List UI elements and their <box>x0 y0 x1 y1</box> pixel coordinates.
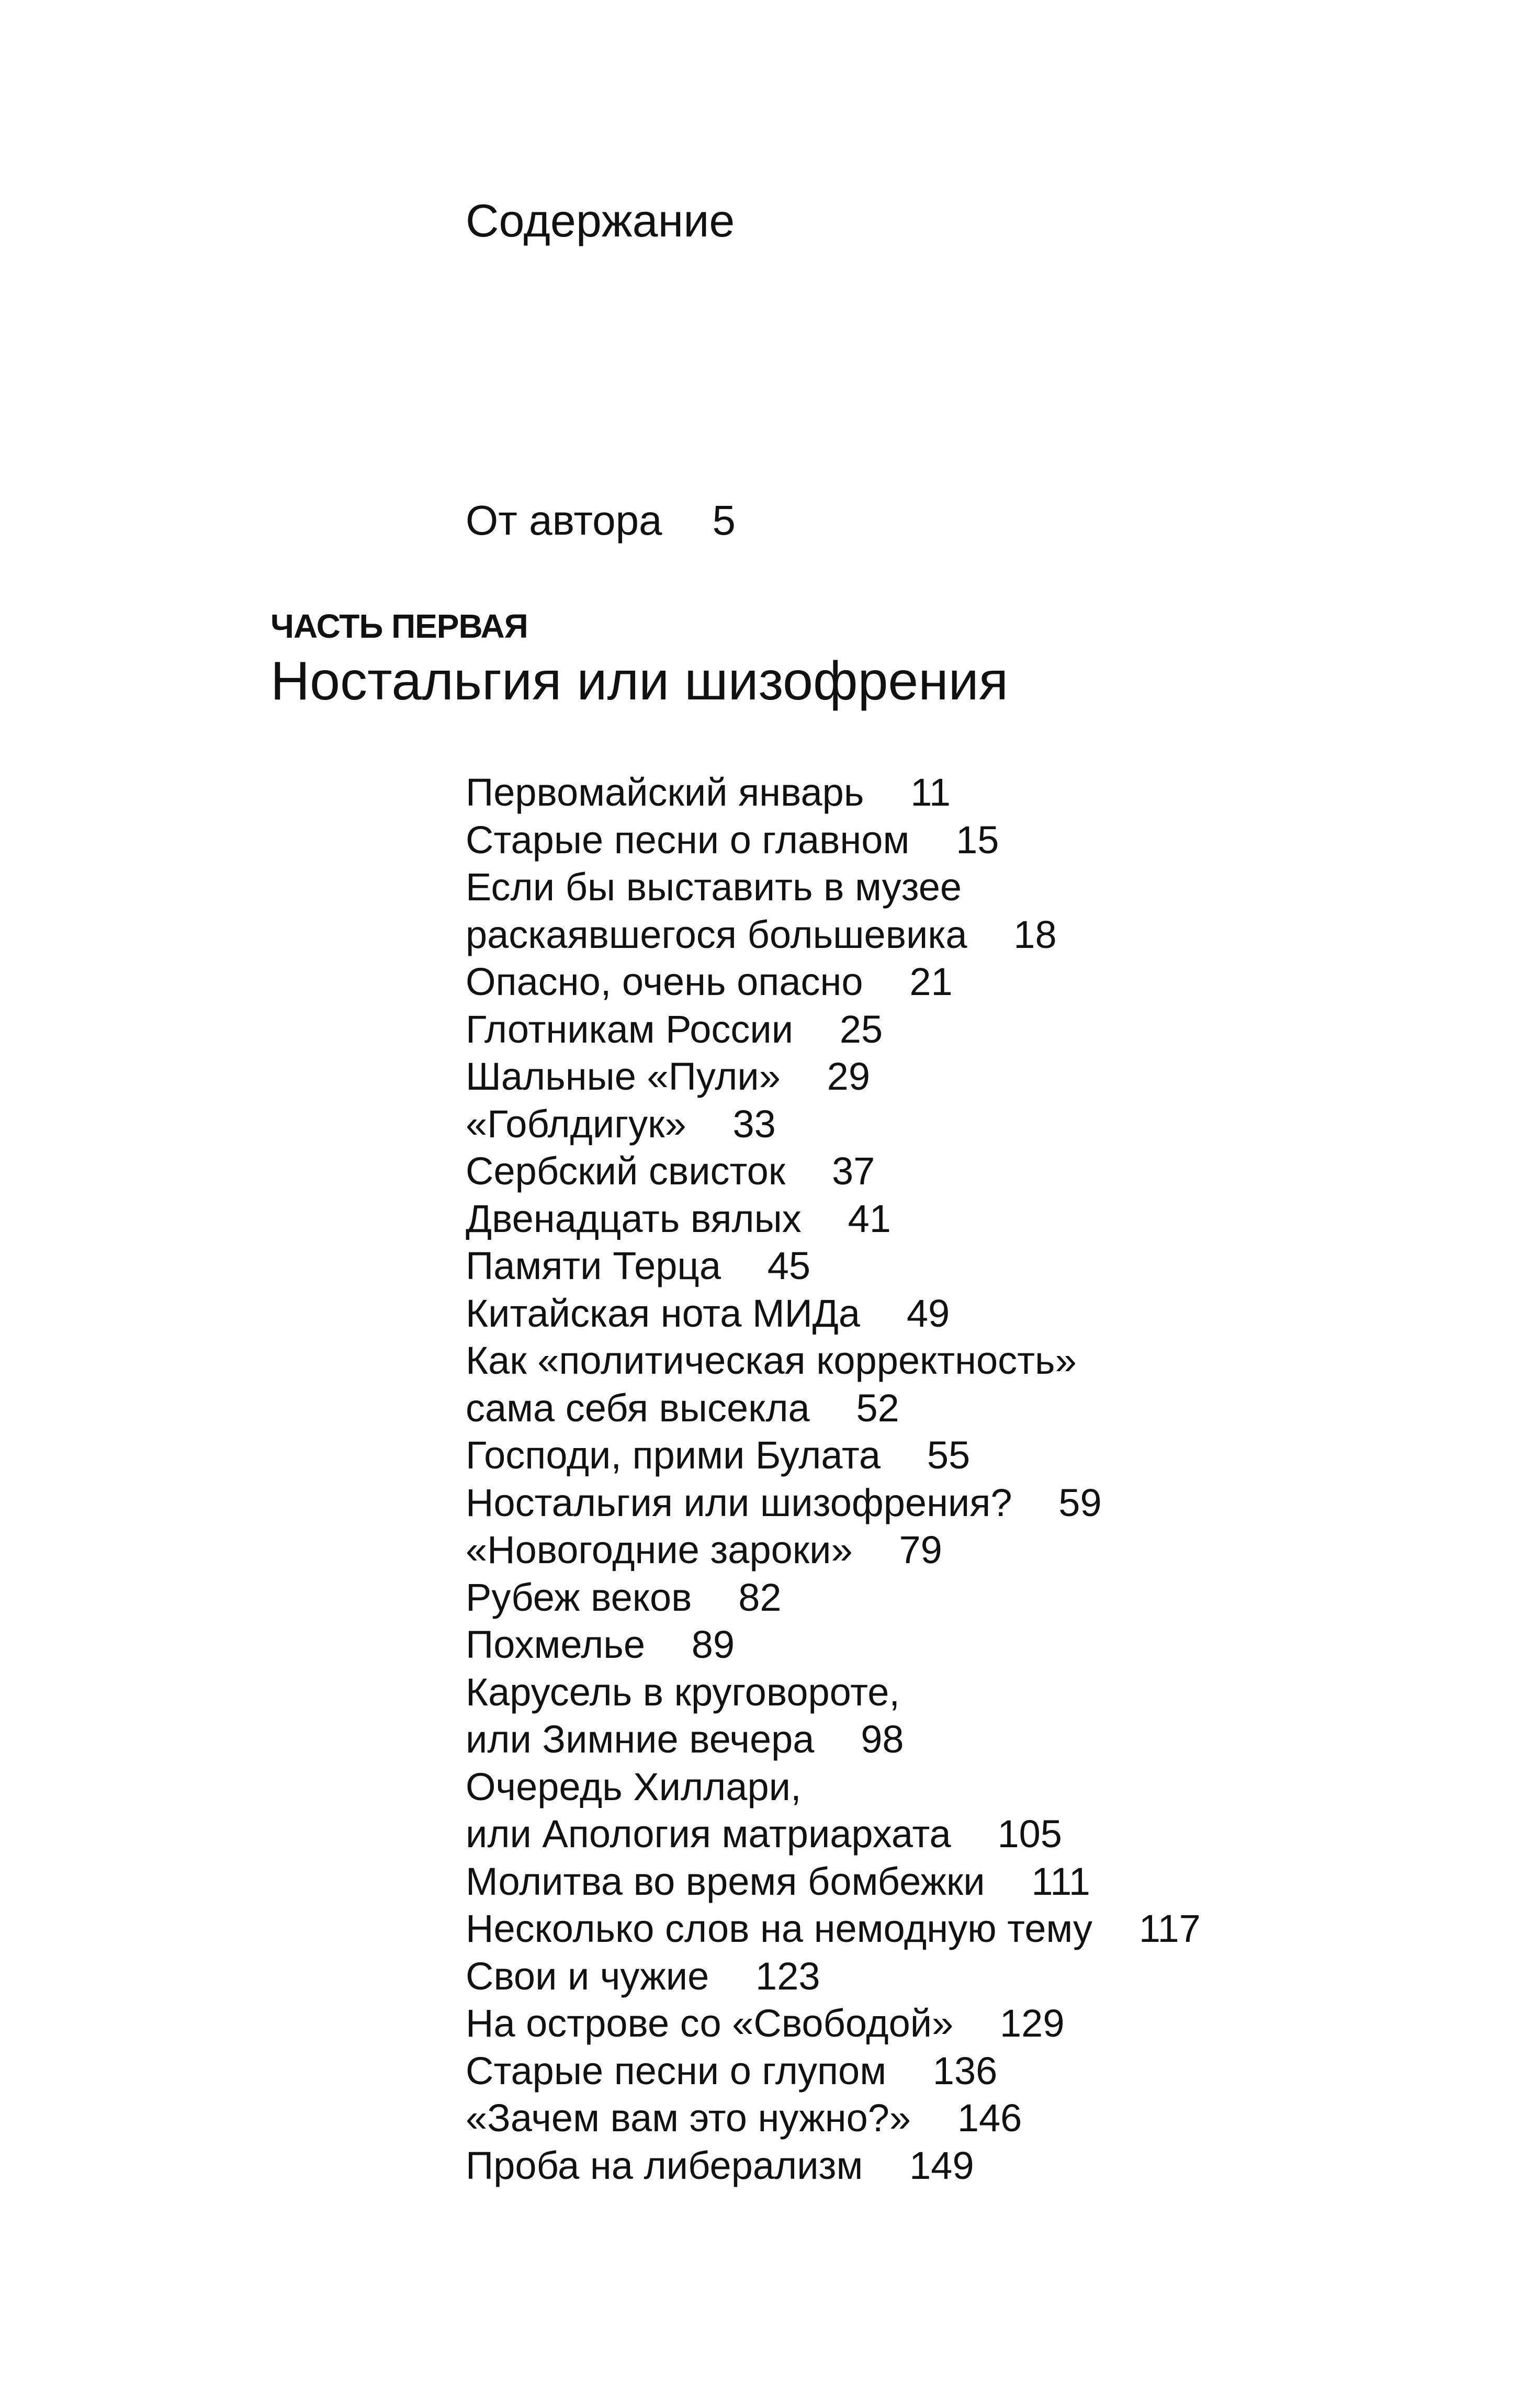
toc-entry-title: Китайская нота МИДа <box>466 1291 861 1335</box>
toc-entry-line <box>466 2142 1201 2190</box>
toc-entry-line <box>466 1053 1201 1101</box>
part-label: ЧАСТЬ ПЕРВАЯ <box>270 607 528 645</box>
toc-page-number: 82 <box>738 1575 782 1619</box>
toc-entry-line <box>466 1432 1201 1479</box>
toc-page-number: 146 <box>957 2096 1022 2140</box>
toc-entry-line <box>466 1953 1201 2000</box>
toc-entry-line <box>466 1574 1201 1622</box>
toc-entry-title: Если бы выставить в музее <box>466 865 962 909</box>
toc-page-number: 11 <box>910 771 951 814</box>
toc-entry-title: Ностальгия или шизофрения? <box>466 1480 1012 1524</box>
toc-entry-line <box>466 864 1201 911</box>
toc-entry-title: Старые песни о главном <box>466 818 910 862</box>
toc-entry-line <box>466 817 1201 864</box>
toc-page-number: 55 <box>927 1433 971 1477</box>
toc-page-number: 29 <box>827 1055 870 1098</box>
toc-entry-title: «Новогодние зароки» <box>466 1528 853 1572</box>
toc-entry-title: Сербский свисток <box>466 1149 786 1193</box>
toc-entry-title: Глотникам России <box>466 1007 794 1051</box>
toc-entry-title: Как «политическая корректность» <box>466 1339 1077 1382</box>
toc-entry-line <box>466 1716 1201 1763</box>
toc-entry-title: Похмелье <box>466 1623 645 1666</box>
table-of-contents <box>466 769 1201 2189</box>
toc-entry-title: Первомайский январь <box>466 771 864 814</box>
page-title: Содержание <box>466 195 735 246</box>
toc-page-number: 5 <box>712 497 736 544</box>
toc-page-number: 105 <box>997 1812 1062 1856</box>
toc-page-number: 136 <box>932 2049 998 2093</box>
toc-page-number: 45 <box>767 1244 811 1287</box>
toc-entry-title: Свои и чужие <box>466 1954 709 1998</box>
toc-entry-title: Двенадцать вялых <box>466 1196 802 1240</box>
toc-page-number: 21 <box>909 960 953 1003</box>
toc-page-number: 79 <box>899 1528 942 1572</box>
toc-entry-line <box>466 769 1201 817</box>
toc-page-number: 37 <box>831 1149 875 1193</box>
toc-entry-line <box>466 1385 1201 1432</box>
toc-entry-line <box>466 1337 1201 1385</box>
toc-entry-line <box>466 1527 1201 1574</box>
toc-entry-line <box>466 1479 1201 1527</box>
toc-page-number: 18 <box>1013 912 1057 956</box>
toc-page-number: 15 <box>956 818 999 862</box>
toc-entry-title: Карусель в круговороте, <box>466 1670 900 1714</box>
toc-entry-line <box>466 1290 1201 1338</box>
toc-entry-line <box>466 1763 1201 1811</box>
toc-page-number: 123 <box>755 1954 820 1998</box>
toc-entry-title: или Апология матриархата <box>466 1812 951 1856</box>
toc-page-number: 33 <box>732 1102 776 1146</box>
toc-entry-title: На острове со «Свободой» <box>466 2002 954 2045</box>
toc-entry-title: сама себя высекла <box>466 1386 810 1430</box>
toc-page-number: 52 <box>856 1386 899 1430</box>
toc-page-number: 25 <box>839 1007 883 1051</box>
toc-entry-line <box>466 1905 1201 1953</box>
toc-entry-title: Шальные «Пули» <box>466 1055 781 1098</box>
toc-entry-title: Господи, прими Булата <box>466 1433 881 1477</box>
toc-entry-line <box>466 2048 1201 2095</box>
toc-entry-title: Опасно, очень опасно <box>466 960 863 1003</box>
toc-page-number: 149 <box>909 2143 974 2187</box>
toc-page-number: 59 <box>1058 1480 1102 1524</box>
toc-entry-title: Несколько слов на немодную тему <box>466 1907 1093 1950</box>
toc-entry-title: «Зачем вам это нужно?» <box>466 2096 911 2140</box>
toc-entry-title: Очередь Хиллари, <box>466 1765 802 1808</box>
toc-page-number: 111 <box>1031 1859 1090 1903</box>
toc-entry-line <box>466 1811 1201 1858</box>
toc-entry-title: Проба на либерализм <box>466 2143 863 2187</box>
toc-entry-title: Рубеж веков <box>466 1575 692 1619</box>
toc-entry-line <box>466 1621 1201 1669</box>
toc-entry-title: Старые песни о глупом <box>466 2049 887 2093</box>
toc-entry-line <box>466 2000 1201 2048</box>
toc-page-number: 49 <box>906 1291 950 1335</box>
toc-entry-line <box>466 1242 1201 1290</box>
toc-entry-line <box>466 958 1201 1006</box>
toc-entry-title: или Зимние вечера <box>466 1717 815 1761</box>
toc-entry-line <box>466 1006 1201 1054</box>
toc-entry-line <box>466 1101 1201 1148</box>
part-title: Ностальгия или шизофрения <box>270 651 1009 711</box>
toc-entry-line <box>466 911 1201 959</box>
toc-entry-line <box>466 2095 1201 2142</box>
toc-entry-title: От автора <box>466 497 662 544</box>
toc-entry-title: раскаявшегося большевика <box>466 912 967 956</box>
toc-page-number: 89 <box>691 1623 735 1666</box>
toc-entry-title: Памяти Терца <box>466 1244 721 1287</box>
toc-page-number: 117 <box>1138 1907 1201 1950</box>
toc-page-number: 129 <box>1000 2002 1065 2045</box>
toc-entry-line <box>466 1148 1201 1195</box>
toc-page-number: 98 <box>861 1717 904 1761</box>
toc-entry-author-preface <box>466 497 736 544</box>
toc-entry-title: Молитва во время бомбежки <box>466 1859 985 1903</box>
toc-entry-line <box>466 1195 1201 1243</box>
toc-entry-line <box>466 1858 1201 1906</box>
toc-page-number: 41 <box>848 1196 891 1240</box>
toc-entry-title: «Гоблдигук» <box>466 1102 686 1146</box>
toc-entry-line <box>466 1669 1201 1716</box>
